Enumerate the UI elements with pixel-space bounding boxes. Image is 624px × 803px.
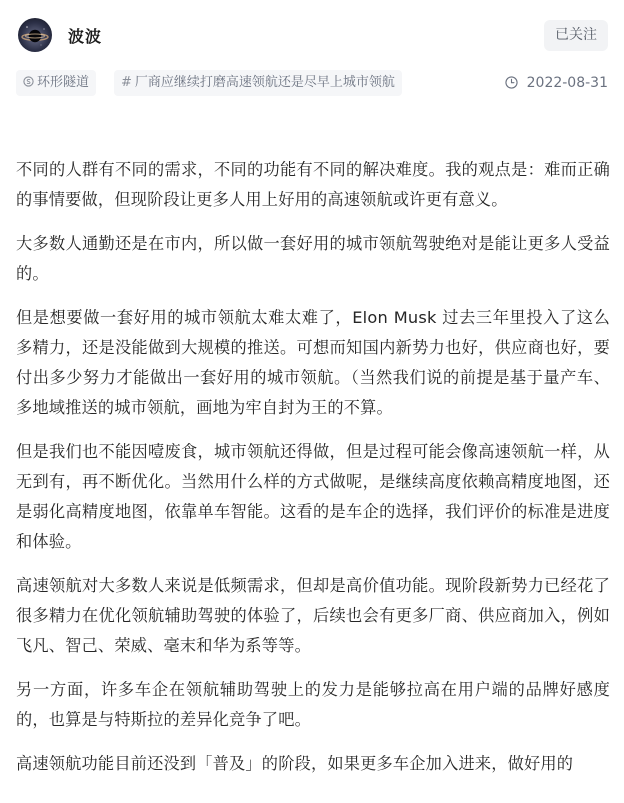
circle-dollar-icon [23,70,34,96]
tag-hashtag[interactable] [114,70,402,96]
paragraph: 另一方面，许多车企在领航辅助驾驶上的发力是能够拉高在用户端的品牌好感度的，也算是与特斯拉的差异化竞争了吧。 [16,680,610,729]
post-date [505,70,608,96]
tag-topic[interactable] [16,70,96,96]
paragraph: 但是我们也不能因噎废食，城市领航还得做，但是过程可能会像高速领航一样，从无到有，再不断优化。当然用什么样的方式做呢，是继续高度依赖高精度地图，还是弱化高精度地图，依靠单车智能。这看的是车企的选择，我们评价的标准是进度和体验。 [16,442,610,551]
clock-icon [505,76,518,89]
avatar-image [18,18,52,52]
tag-hashtag-label: 厂商应继续打磨高速领航还是尽早上城市领航 [134,75,395,90]
article-body [16,155,610,793]
avatar[interactable] [18,18,52,52]
post-date-text: 2022-08-31 [526,75,608,91]
tags-row [0,70,624,96]
paragraph: 高速领航功能目前还没到「普及」的阶段，如果更多车企加入进来，做好用的 [16,754,574,773]
post-header [0,0,624,70]
paragraph: 但是想要做一套好用的城市领航太难太难了，Elon Musk 过去三年里投入了这么多精力，还是没能做到大规模的推送。可想而知国内新势力也好，供应商也好，要付出多少努力才能做出一套好用的城市领航。（当然我们说的前提是基于量产车、多地域推送的城市领航，画地为牢自封为王的不算。 [16,308,610,417]
hash-icon: # [121,75,132,90]
author-name[interactable]: 波波 [68,27,103,46]
tag-topic-label: 环形隧道 [37,75,90,90]
paragraph: 不同的人群有不同的需求，不同的功能有不同的解决难度。我的观点是：难而正确的事情要做，但现阶段让更多人用上好用的高速领航或许更有意义。 [16,160,610,209]
follow-button[interactable]: 已关注 [544,20,608,51]
paragraph: 大多数人通勤还是在市内，所以做一套好用的城市领航驾驶绝对是能让更多人受益的。 [16,234,610,283]
paragraph: 高速领航对大多数人来说是低频需求，但却是高价值功能。现阶段新势力已经花了很多精力在优化领航辅助驾驶的体验了，后续也会有更多厂商、供应商加入，例如飞凡、智己、荣威、毫末和华为系等等。 [16,576,610,655]
